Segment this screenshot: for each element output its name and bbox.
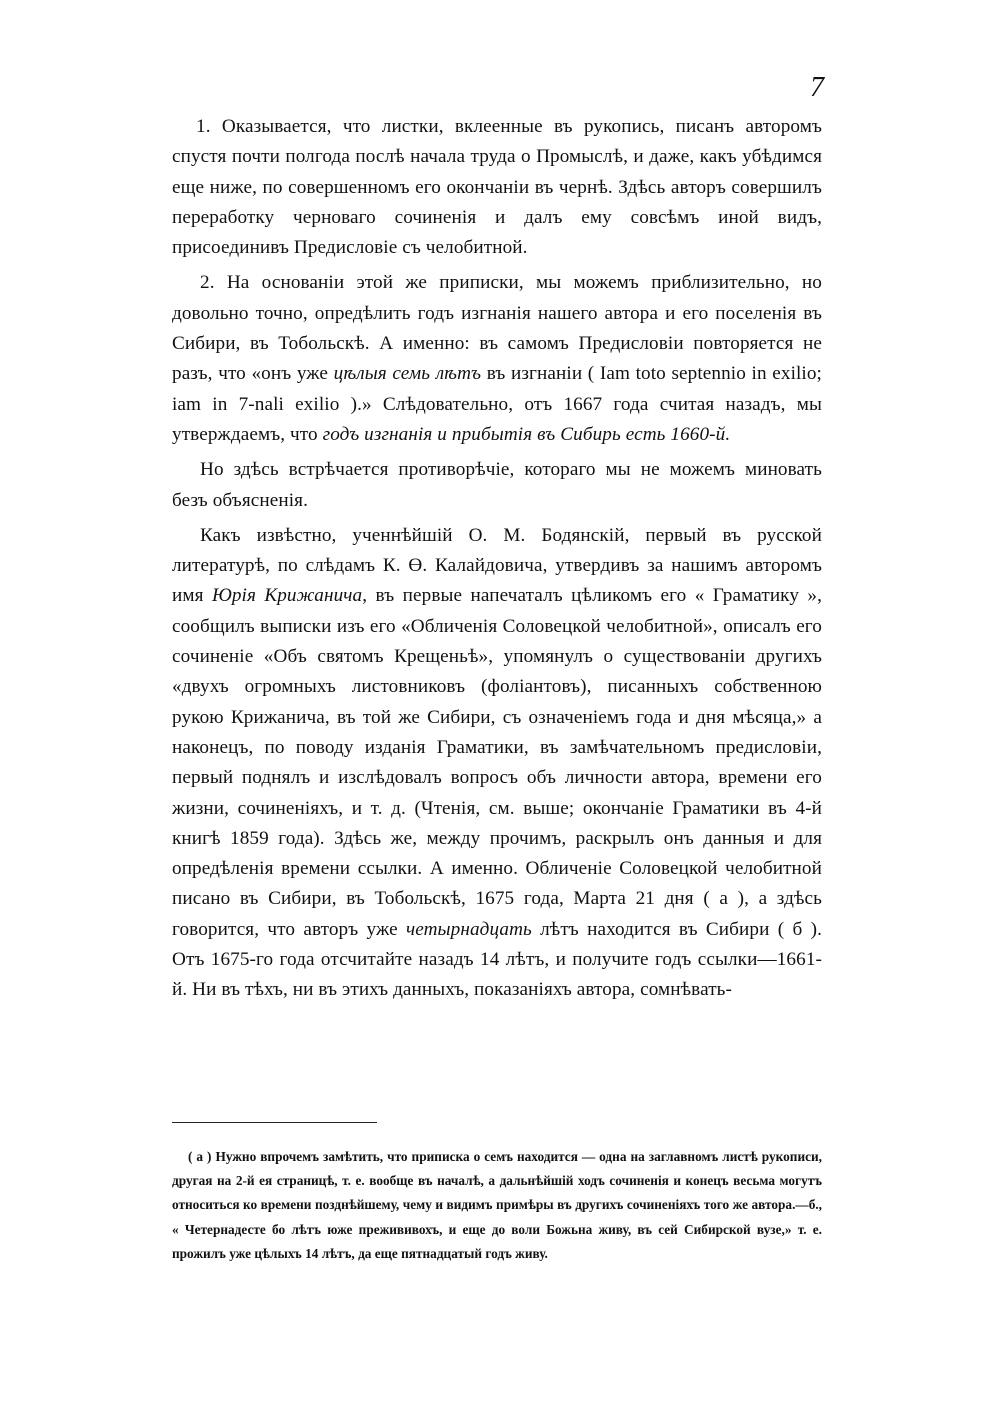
paragraph-2-emphasis-1: цѣлыя семь лѣтъ bbox=[333, 363, 482, 385]
paragraph-2-text-a: 2. На основаніи этой же приписки, мы можемъ приблизительно, но довольно точно, опредѣлить годъ изгнанія нашего автора и его поселенія въ Сибири, въ Тобольскѣ. А именно: въ самомъ Предисловіи повторяется не разъ, что «онъ уже bbox=[172, 272, 822, 385]
paragraph-4-text-c: лѣтъ находится въ Сибири ( б ). Отъ 1675-го года отсчитайте назадъ 14 лѣтъ, и получите годъ ссылки—1661-й. Ни въ тѣхъ, ни въ этихъ данныхъ, показаніяхъ автора, сомнѣвать- bbox=[172, 918, 822, 1001]
footnote: ( а ) Нужно впрочемъ замѣтить, что приписка о семъ находится — одна на заглавномъ листѣ рукописи, другая на 2-й ея страницѣ, т. е. вообще въ началѣ, а дальнѣйшій ходъ сочиненія и конецъ весьма могутъ относиться ко времени позднѣйшему, чему и видимъ примѣры въ другихъ сочиненіяхъ того же автора.—б., « Четернадесте бо лѣтъ юже прежививохъ, и еще до воли Божьна живу, въ сей Сибирской вузе,» т. е. прожилъ уже цѣлыхъ 14 лѣтъ, да еще пятнадцатый годъ живу. bbox=[172, 1149, 822, 1261]
paragraph-4-emphasis-1: Юрія Крижанича bbox=[211, 585, 363, 607]
paragraph-4-text-b: , въ первые напечаталъ цѣликомъ его « Граматику », сообщилъ выписки изъ его «Обличенія Соловецкой челобитной», описалъ его сочиненіе «Объ святомъ Крещеньѣ», упомянулъ о существованіи другихъ «двухъ огромныхъ листовниковъ (фоліантовъ), писанныхъ собственною рукою Крижанича, въ той же Сибири, съ означеніемъ года и дня мѣсяца,» а наконецъ, по поводу изданія Граматики, въ замѣчательномъ предисловіи, первый поднялъ и изслѣдовалъ вопросъ объ личности автора, времени его жизни, сочиненіяхъ, и т. д. (Чтенія, см. выше; окончаніе Граматики въ 4-й книгѣ 1859 года). Здѣсь же, между прочимъ, раскрылъ онъ данныя и для опредѣленія времени ссылки. А именно. Обличеніе Соловецкой челобитной писано въ Сибири, въ Тобольскѣ, 1675 года, Марта 21 дня ( а ), а здѣсь говорится, что авторъ уже bbox=[172, 585, 823, 940]
footnote-rule bbox=[172, 1122, 377, 1123]
paragraph-2 bbox=[172, 268, 822, 450]
paragraph-4-emphasis-2: четырнадцать bbox=[405, 918, 532, 940]
paragraph-4 bbox=[172, 521, 822, 1006]
paragraph-3: Но здѣсь встрѣчается противорѣчіе, котораго мы не можемъ миновать безъ объясненія. bbox=[172, 459, 822, 511]
paragraph-1: 1. Оказывается, что листки, вклеенные въ рукопись, писанъ авторомъ спустя почти полгода послѣ начала труда о Промыслѣ, и даже, какъ убѣдимся еще ниже, по совершенномъ его окончаніи въ чернѣ. Здѣсь авторъ совершилъ переработку черноваго сочиненія и далъ ему совсѣмъ иной видъ, присоединивъ Предисловіе съ челобитной. bbox=[172, 116, 822, 259]
body-text bbox=[172, 112, 822, 1011]
paragraph-2-text-b: въ изгнаніи ( Iam toto septennio in exilio; iam in 7-nali exilio ).» Слѣдовательно, отъ 1667 года считая назадъ, мы утверждаемъ, что bbox=[172, 363, 822, 445]
paragraph-2-emphasis-2: годъ изгнанія и прибытія въ Сибирь есть 1660-й. bbox=[322, 423, 731, 445]
page-number: 7 bbox=[810, 72, 824, 103]
paragraph-4-text-a: Какъ извѣстно, ученнѣйшій О. М. Бодянскій, первый въ русской литературѣ, по слѣдамъ К. Ө. Калайдовича, утвердивъ за нашимъ авторомъ имя bbox=[172, 524, 822, 607]
